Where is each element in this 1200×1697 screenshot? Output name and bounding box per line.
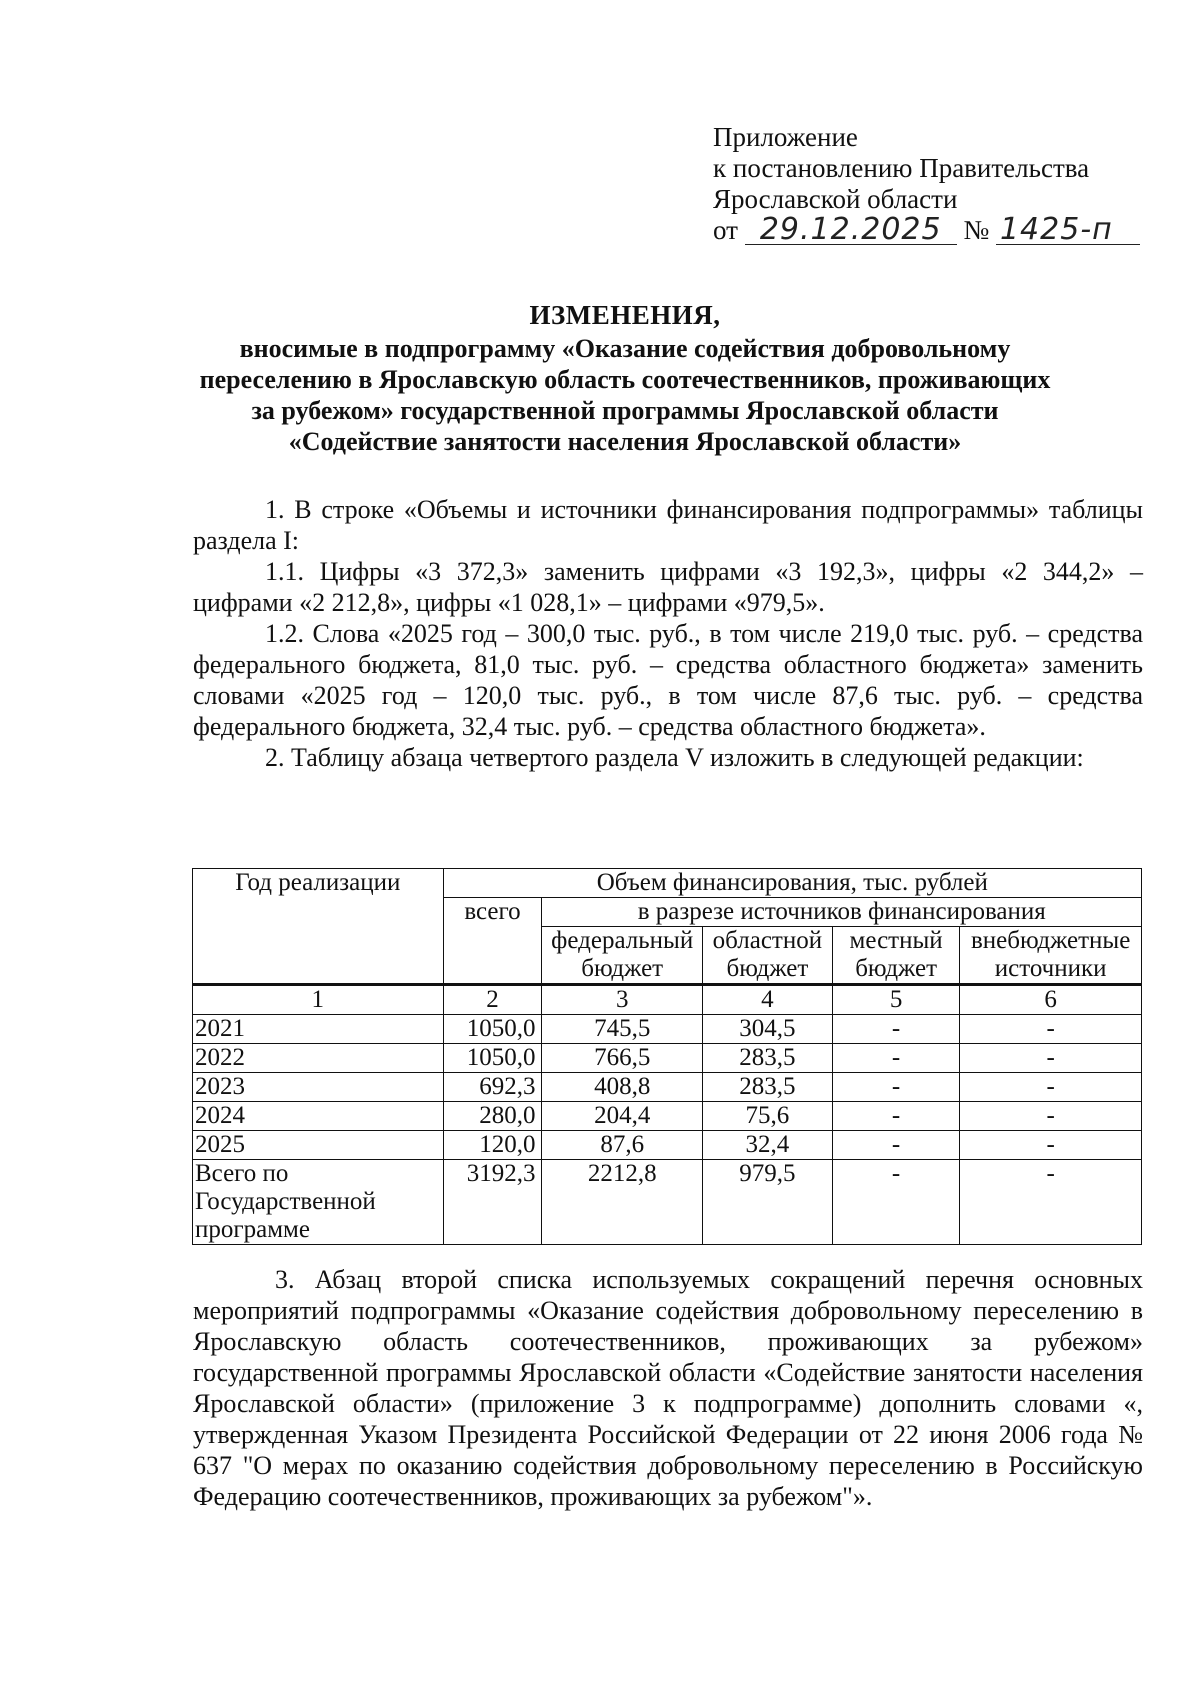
cell-local: - xyxy=(832,1015,959,1044)
table-row xyxy=(193,1073,1142,1102)
cell-regional: 979,5 xyxy=(702,1160,832,1245)
cell-year: 2022 xyxy=(193,1044,444,1073)
cell-year: Всего по Государственной программе xyxy=(193,1160,444,1245)
colnum-1: 1 xyxy=(193,985,444,1015)
handwritten-date: 29.12.2025 xyxy=(745,216,957,245)
cell-total: 1050,0 xyxy=(443,1044,542,1073)
cell-regional: 283,5 xyxy=(702,1073,832,1102)
cell-total: 692,3 xyxy=(443,1073,542,1102)
colnum-6: 6 xyxy=(960,985,1142,1015)
header-total: всего xyxy=(443,898,542,985)
paragraph-3: 3. Абзац второй списка используемых сокращений перечня основных мероприятий подпрограммы «Оказание содействия добровольному переселению в Ярославскую область соотечественников, проживающих за рубежом» государственной программы Ярославской области «Содействие занятости населения Ярославской области» (приложение 3 к подпрограмме) дополнить словами «, утвержденная Указом Президента Российской Федерации от 22 июня 2006 года № 637 "О мерах по оказанию содействия добровольному переселению в Российскую Федерацию соотечественников, проживающих за рубежом"». xyxy=(193,1265,1143,1511)
cell-federal: 87,6 xyxy=(542,1131,702,1160)
cell-total: 280,0 xyxy=(443,1102,542,1131)
cell-federal: 745,5 xyxy=(542,1015,702,1044)
document-title xyxy=(150,300,1100,457)
appendix-header xyxy=(713,122,1153,246)
colnum-2: 2 xyxy=(443,985,542,1015)
paragraph-1-2: 1.2. Слова «2025 год – 300,0 тыс. руб., в том числе 219,0 тыс. руб. – средства федерального бюджета, 81,0 тыс. руб. – средства областного бюджета» заменить словами «2025 год – 120,0 тыс. руб., в том числе 87,6 тыс. руб. – средства федерального бюджета, 32,4 тыс. руб. – средства областного бюджета». xyxy=(193,619,1143,741)
financing-table xyxy=(192,868,1142,1245)
cell-extra: - xyxy=(960,1102,1142,1131)
table-row xyxy=(193,1044,1142,1073)
cell-federal: 204,4 xyxy=(542,1102,702,1131)
cell-regional: 283,5 xyxy=(702,1044,832,1073)
appendix-line-1: Приложение xyxy=(713,122,858,152)
header-local: местный бюджет xyxy=(832,927,959,985)
cell-federal: 408,8 xyxy=(542,1073,702,1102)
title-main: ИЗМЕНЕНИЯ, xyxy=(529,300,721,330)
title-line-3: за рубежом» государственной программы Ярославской области xyxy=(251,396,999,425)
cell-regional: 32,4 xyxy=(702,1131,832,1160)
cell-extra: - xyxy=(960,1131,1142,1160)
table-row xyxy=(193,1015,1142,1044)
cell-extra: - xyxy=(960,1073,1142,1102)
document-body xyxy=(193,494,1143,773)
cell-extra: - xyxy=(960,1044,1142,1073)
header-sources: в разрезе источников финансирования xyxy=(542,898,1142,927)
title-line-1: вносимые в подпрограмму «Оказание содействия добровольному xyxy=(239,334,1011,363)
cell-local: - xyxy=(832,1044,959,1073)
cell-regional: 304,5 xyxy=(702,1015,832,1044)
cell-local: - xyxy=(832,1160,959,1245)
table-row-total xyxy=(193,1160,1142,1245)
document-body-point-3 xyxy=(193,1264,1143,1512)
header-year: Год реализации xyxy=(193,869,444,985)
title-line-2: переселению в Ярославскую область соотечественников, проживающих xyxy=(199,365,1051,394)
header-volume: Объем финансирования, тыс. рублей xyxy=(443,869,1141,898)
column-number-row xyxy=(193,985,1142,1015)
number-prefix: № xyxy=(963,215,990,245)
table-row xyxy=(193,1102,1142,1131)
cell-local: - xyxy=(832,1102,959,1131)
paragraph-1-1: 1.1. Цифры «3 372,3» заменить цифрами «3 192,3», цифры «2 344,2» – цифрами «2 212,8», цифры «1 028,1» – цифрами «979,5». xyxy=(193,557,1143,617)
cell-regional: 75,6 xyxy=(702,1102,832,1131)
cell-year: 2024 xyxy=(193,1102,444,1131)
appendix-line-3: Ярославской области xyxy=(713,184,958,214)
cell-local: - xyxy=(832,1131,959,1160)
table-row xyxy=(193,1131,1142,1160)
cell-extra: - xyxy=(960,1160,1142,1245)
header-federal: федеральный бюджет xyxy=(542,927,702,985)
cell-year: 2025 xyxy=(193,1131,444,1160)
paragraph-2: 2. Таблицу абзаца четвертого раздела V изложить в следующей редакции: xyxy=(265,743,1084,772)
cell-extra: - xyxy=(960,1015,1142,1044)
handwritten-number: 1425-п xyxy=(996,216,1140,245)
cell-federal: 766,5 xyxy=(542,1044,702,1073)
appendix-line-2: к постановлению Правительства xyxy=(713,153,1090,183)
header-extra: внебюджетные источники xyxy=(960,927,1142,985)
title-line-4: «Содействие занятости населения Ярославской области» xyxy=(288,427,962,456)
paragraph-1: 1. В строке «Объемы и источники финансирования подпрограммы» таблицы раздела I: xyxy=(193,495,1143,555)
cell-year: 2021 xyxy=(193,1015,444,1044)
cell-total: 1050,0 xyxy=(443,1015,542,1044)
cell-total: 120,0 xyxy=(443,1131,542,1160)
cell-year: 2023 xyxy=(193,1073,444,1102)
appendix-date-line xyxy=(713,212,1153,247)
colnum-5: 5 xyxy=(832,985,959,1015)
cell-federal: 2212,8 xyxy=(542,1160,702,1245)
colnum-3: 3 xyxy=(542,985,702,1015)
date-prefix: от xyxy=(713,215,738,245)
colnum-4: 4 xyxy=(702,985,832,1015)
cell-local: - xyxy=(832,1073,959,1102)
cell-total: 3192,3 xyxy=(443,1160,542,1245)
header-regional: областной бюджет xyxy=(702,927,832,985)
